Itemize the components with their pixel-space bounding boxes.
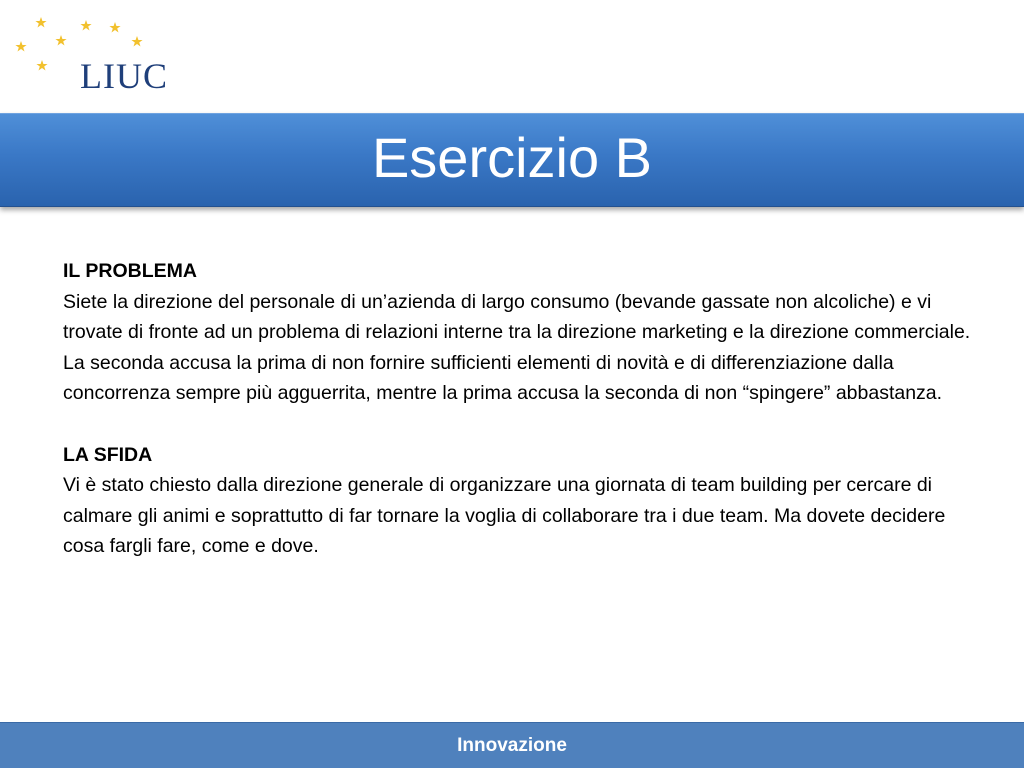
slide-title: Esercizio B bbox=[371, 126, 653, 189]
section-heading-problem: IL PROBLEMA bbox=[63, 260, 197, 282]
logo-text: LIUC bbox=[80, 56, 168, 96]
star-icon bbox=[36, 60, 47, 71]
star-icon bbox=[15, 41, 26, 52]
star-icon bbox=[109, 22, 120, 33]
liuc-logo bbox=[0, 0, 200, 118]
footer-bar bbox=[0, 722, 1024, 768]
star-icon bbox=[131, 36, 142, 47]
star-icon bbox=[35, 17, 46, 28]
section-text-problem: Siete la direzione del personale di un’azienda di largo consumo (bevande gassate non alcoliche) e vi trovate di fronte ad un problema di relazioni interne tra la direzione marketing e la direzione commerciale. La seconda accusa la prima di non fornire sufficienti elementi di novità e di differenziazione dalla concorrenza sempre più agguerrita, mentre la prima accusa la seconda di non “spingere” abbastanza. bbox=[63, 290, 971, 405]
star-icon bbox=[55, 35, 66, 46]
title-banner bbox=[0, 113, 1024, 207]
star-icon bbox=[80, 20, 91, 31]
section-heading-challenge: LA SFIDA bbox=[63, 443, 153, 466]
paragraph-gap bbox=[63, 409, 973, 440]
footer-label: Innovazione bbox=[457, 734, 567, 756]
section-text-challenge: Vi è stato chiesto dalla direzione generale di organizzare una giornata di team building per cercare di calmare gli animi e soprattutto di far tornare la voglia di collaborare tra i due team. Ma dovete decidere cosa fargli fare, come e dove. bbox=[63, 474, 946, 558]
slide-body bbox=[63, 256, 973, 562]
